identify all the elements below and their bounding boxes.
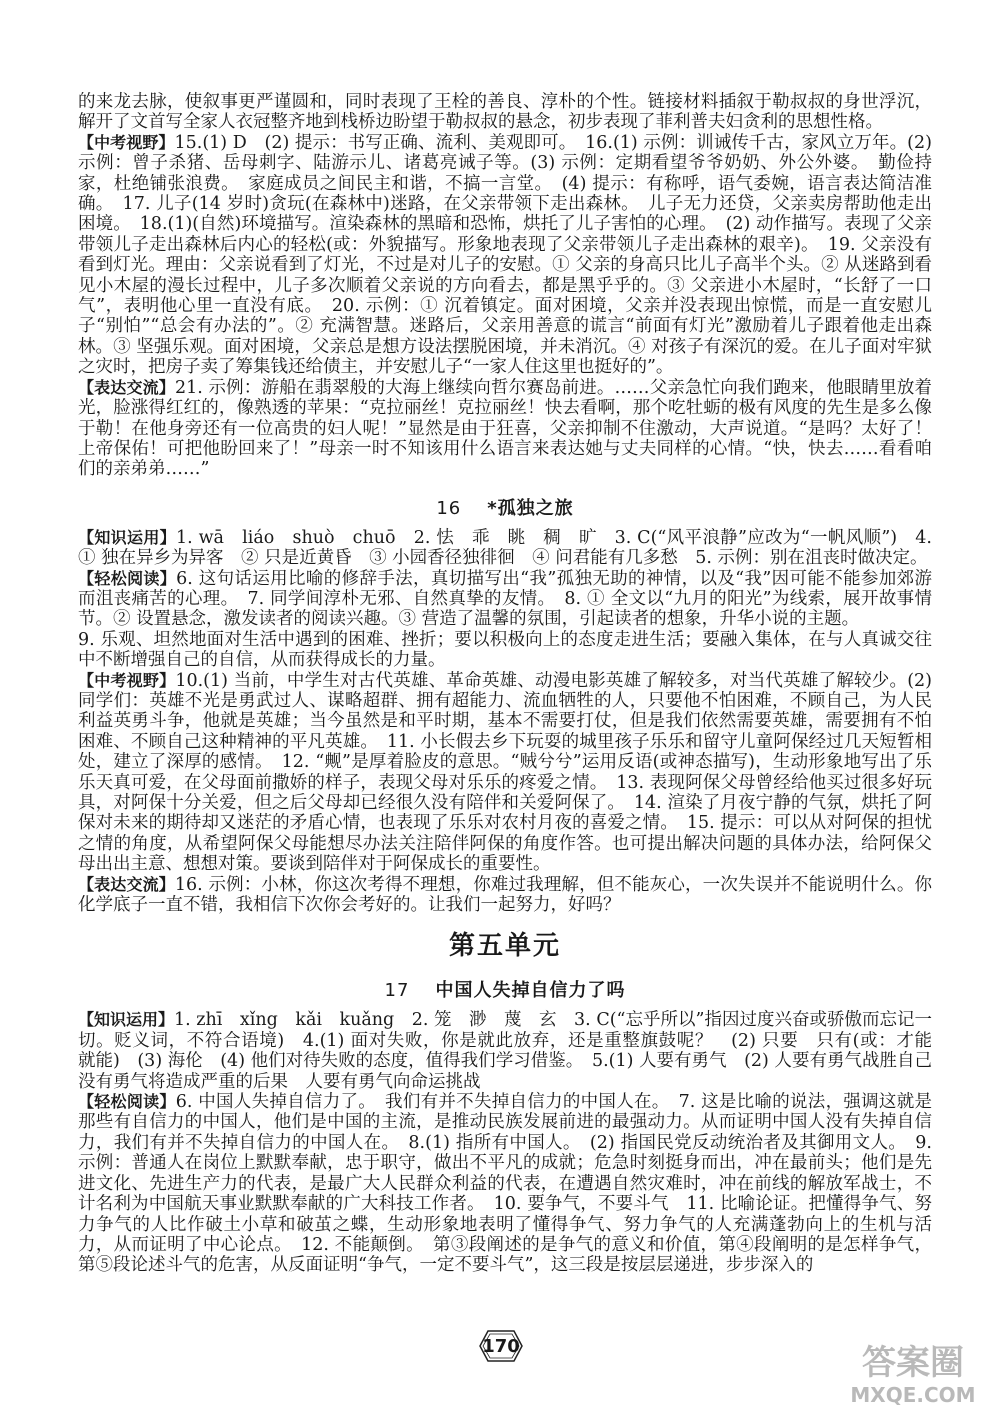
- paragraph-text: 16. 示例：小林，你这次考得不理想，你难过我理解，但不能灰心，一次失误并不能说明什么。你化学底子一直不错，我相信下次你会考好的。让我们一起努力，好吗？: [78, 874, 932, 916]
- watermark-logo: [838, 1332, 988, 1412]
- section-tag: 【知识运用】: [78, 1010, 175, 1030]
- paragraph: [78, 528, 932, 569]
- section-tag: 【表达交流】: [78, 377, 175, 397]
- paragraph-text: 6. 这句话运用比喻的修辞手法，真切描写出“我”孤独无助的神情，以及“我”因可能不能参加郊游而沮丧痛苦的心理。 7. 同学间淳朴无邪、自然真挚的友情。 8. ① 全文以“九月的阳光”为线索，展开故事情节。② 设置悬念，激发读者的阅读兴趣。③ 营造了温馨的氛围，引起读者的想象，升华小说的主题。: [78, 568, 932, 630]
- paragraph: [78, 133, 932, 378]
- page-number: [478, 1329, 524, 1363]
- paragraph: [78, 671, 932, 875]
- paragraph: [78, 1010, 950, 1092]
- lesson-number: 16: [436, 497, 462, 519]
- svg-text:答案圈: 答案圈: [862, 1343, 964, 1383]
- paragraph: [78, 92, 932, 133]
- paragraph: [78, 630, 932, 671]
- lesson-number: 17: [384, 980, 410, 1002]
- paragraph-text: 15.(1) D (2) 提示：书写正确、流利、美观即可。 16.(1) 示例：训诫传千古，家风立万年。(2) 示例：曾子杀猪、岳母刺字、陆游示儿、诸葛亮诫子等。(3) 示例：定期看望爷爷奶奶、外公外婆。 勤俭持家，杜绝铺张浪费。 家庭成员之间民主和谐，不搞一言堂。 (4) 提示：有称呼，语气委婉，语言表达简洁准确。 17. 儿子(14 岁时)贪玩(在森林中)迷路，在父亲带领下走出森林。 儿子无力还贷，父亲卖房帮助他走出困境。 18.(1)(自然)环境描写。渲染森林的黑暗和恐怖，烘托了儿子害怕的心理。 (2) 动作描写。表现了父亲带领儿子走出森林后内心的轻松(或：外貌描写。形象地表现了父亲带领儿子走出森林的艰辛)。 19. 父亲没有看到灯光。理由：父亲说看到了灯光，不过是对儿子的安慰。① 父亲的身高只比儿子高半个头。② 从迷路到看见小木屋的漫长过程中，儿子多次顺着父亲说的方向看去，都是黑乎乎的。③ 父亲进小木屋时，“长舒了一口气”，表明他心里一直没有底。 20. 示例：① 沉着镇定。面对困境，父亲并没表现出惊慌，而是一直安慰儿子“别怕”“总会有办法的”。② 充满智慧。迷路后，父亲用善意的谎言“前面有灯光”激励着儿子跟着他走出森林。③ 坚强乐观。面对困境，父亲总是想方设法摆脱困境，并未消沉。④ 对孩子有深沉的爱。在儿子面对牢狱之灾时，把房子卖了筹集钱还给债主，并安慰儿子“一家人住这里也挺好的”。: [78, 132, 932, 378]
- paragraph-text: 9. 乐观、坦然地面对生活中遇到的困难、挫折；要以积极向上的态度走进生活；要融入集体，在与人真诚交往中不断增强自己的自信，从而获得成长的力量。: [78, 629, 932, 671]
- page-number-text: 170: [482, 1335, 520, 1357]
- lesson-title: *孤独之旅: [487, 497, 574, 519]
- paragraph: [78, 569, 932, 630]
- paragraph: [78, 875, 932, 916]
- section-tag: 【表达交流】: [78, 874, 175, 894]
- section-tag: 【轻松阅读】: [78, 1092, 176, 1112]
- paragraph: [78, 1092, 932, 1276]
- section-tag: 【轻松阅读】: [78, 568, 177, 588]
- watermark-icon: [838, 1332, 988, 1412]
- svg-text:MXQE.COM: MXQE.COM: [850, 1383, 976, 1407]
- section-tag: 【中考视野】: [78, 670, 176, 690]
- section-tag: 【中考视野】: [78, 132, 175, 152]
- lesson-heading: [78, 976, 932, 1002]
- paragraph-text: 21. 示例：游船在翡翠般的大海上继续向哲尔赛岛前进。……父亲急忙向我们跑来，他眼睛里放着光，脸涨得红红的，像熟透的苹果：“克拉丽丝！克拉丽丝！快去看啊，那个吃牡蛎的极有风度的先生是多么像于勒！在他身旁还有一位高贵的妇人呢！”显然是由于狂喜，父亲抑制不住激动，大声说道。“是吗？太好了！上帝保佑！可把他盼回来了！”母亲一时不知该用什么语言来表达她与丈夫同样的心情。“快，快去……看看咱们的亲弟弟……”: [78, 377, 932, 480]
- unit-heading: 第五单元: [448, 931, 561, 962]
- paragraph-text: 10.(1) 当前，中学生对古代英雄、革命英雄、动漫电影英雄了解较多，对当代英雄了解较少。(2) 同学们：英雄不光是勇武过人、谋略超群、拥有超能力、流血牺牲的人，只要他不怕困难，不顾自己，为人民利益英勇斗争，他就是英雄；当今虽然是和平时期，基本不需要打仗，但是我们依然需要英雄，需要拥有不怕困难、不顾自己这种精神的平凡英雄。 11. 小长假去乡下玩耍的城里孩子乐乐和留守儿童阿保经过几天短暂相处，建立了深厚的感情。 12. “觍”是厚着脸皮的意思。“贼兮兮”运用反语(或神态描写)，生动形象地写出了乐乐天真可爱，在父母面前撒娇的样子，表现父母对乐乐的疼爱之情。 13. 表现阿保父母曾经给他买过很多好玩具，对阿保十分关爱，但之后父母却已经很久没有陪伴和关爱阿保了。 14. 渲染了月夜宁静的气氛，烘托了阿保对未来的期待却又迷茫的矛盾心情，也表现了乐乐对农村月夜的喜爱之情。 15. 提示：可以从对阿保的担忧之情的角度，从希望阿保父母能想尽办法关注陪伴阿保的角度作答。也可提出解决问题的具体办法，给阿保父母出出主意、想想对策。要谈到陪伴对于阿保成长的重要性。: [78, 670, 932, 875]
- paragraph: [78, 378, 932, 480]
- answer-page: [78, 92, 950, 1276]
- paragraph-text: 1. zhī xǐng kǎi kuǎng 2. 笼 渺 蔑 玄 3. C(“忘乎所以”指因过度兴奋或骄傲而忘记一切。贬义词，不符合语境) 4.(1) 面对失败，你是就此放弃，还是重整旗鼓呢？ (2) 只要 只有(或：才能 就能) (3) 海伦 (4) 他们对待失败的态度，值得我们学习借鉴。 5.(1) 人要有勇气 (2) 人要有勇气战胜自己 没有勇气将造成严重的后果 人要有勇气向命运挑战: [78, 1010, 950, 1092]
- lesson-heading: [78, 494, 932, 520]
- section-tag: 【知识运用】: [78, 527, 176, 547]
- paragraph-text: 1. wā liáo shuò chuō 2. 怯 乖 眺 稠 旷 3. C(“风平浪静”应改为“一帆风顺”) 4. ① 独在异乡为异客 ② 只是近黄昏 ③ 小园香径独徘徊 ④ 问君能有几多愁 5. 示例：别在沮丧时做决定。: [78, 527, 932, 569]
- paragraph-text: 6. 中国人失掉自信力了。 我们有并不失掉自信力的中国人在。 7. 这是比喻的说法，强调这就是那些有自信力的中国人，他们是中国的主流，是推动民族发展前进的最强动力。从而证明中国人没有失掉自信力，我们有并不失掉自信力的中国人在。 8.(1) 指所有中国人。 (2) 指国民党反动统治者及其御用文人。 9. 示例：普通人在岗位上默默奉献，忠于职守，做出不平凡的成就；危急时刻挺身而出，冲在最前头；他们是先进文化、先进生产力的代表，是最广大人民群众利益的代表，在遭遇自然灾难时，冲在前线的解放军战士，不计名利为中国航天事业默默奉献的广大科技工作者。 10. 要争气，不要斗气 11. 比喻论证。把懂得争气、努力争气的人比作破土小草和破茧之蝶，生动形象地表明了懂得争气、努力争气的人充满蓬勃向上的生机与活力，从而证明了中心论点。 12. 不能颠倒。 第③段阐述的是争气的意义和价值，第④段阐明的是怎样争气，第⑤段论述斗气的危害，从反面证明“争气，一定不要斗气”，这三段是按层层递进，步步深入的: [78, 1092, 932, 1276]
- paragraph-text: 的来龙去脉，使叙事更严谨圆和，同时表现了王栓的善良、淳朴的个性。链接材料插叙于勒叔叔的身世浮沉，解开了文首写全家人衣冠整齐地到栈桥边盼望于勒叔叔的悬念，初步表现了菲利普夫妇贪利的思想性格。: [78, 92, 932, 133]
- lesson-title: 中国人失掉自信力了吗: [435, 980, 626, 1002]
